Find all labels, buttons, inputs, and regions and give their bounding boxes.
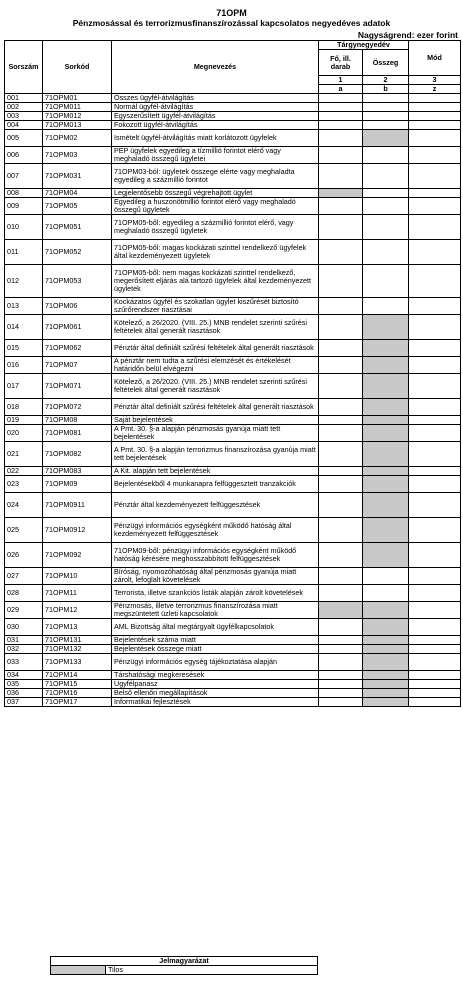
legend-item-label: Tilos — [106, 966, 318, 975]
row-code: 71OPM083 — [43, 467, 112, 476]
cell-mod[interactable] — [409, 568, 461, 585]
col-header-sorszam: Sorszám — [5, 41, 43, 94]
cell-osszeg[interactable] — [363, 265, 409, 298]
cell-darab[interactable] — [319, 698, 363, 707]
table-row — [5, 147, 461, 164]
cell-osszeg[interactable] — [363, 543, 409, 568]
table-row — [5, 399, 461, 416]
row-number: 010 — [5, 215, 43, 240]
col-letter-b: b — [363, 85, 409, 94]
table-row — [5, 374, 461, 399]
row-number: 012 — [5, 265, 43, 298]
cell-darab[interactable] — [319, 374, 363, 399]
table-row — [5, 215, 461, 240]
row-description: A Kit. alapján tett bejelentések — [112, 467, 319, 476]
cell-darab[interactable] — [319, 619, 363, 636]
cell-mod[interactable] — [409, 130, 461, 147]
row-code: 71OPM082 — [43, 442, 112, 467]
table-row — [5, 240, 461, 265]
table-row — [5, 442, 461, 467]
cell-mod[interactable] — [409, 416, 461, 425]
row-code: 71OPM071 — [43, 374, 112, 399]
cell-mod[interactable] — [409, 399, 461, 416]
col-header-darab: Fő, ill. darab — [319, 50, 363, 76]
cell-mod[interactable] — [409, 164, 461, 189]
cell-osszeg[interactable] — [363, 671, 409, 680]
row-description: 71OPM05-ből: magas kockázati szinttel rendelkező ügyfelek által kezdeményezett ügyletek — [112, 240, 319, 265]
row-code: 71OPM133 — [43, 654, 112, 671]
cell-darab[interactable] — [319, 585, 363, 602]
cell-osszeg[interactable] — [363, 619, 409, 636]
legend — [50, 956, 318, 975]
row-number: 011 — [5, 240, 43, 265]
row-code: 71OPM06 — [43, 298, 112, 315]
cell-darab[interactable] — [319, 164, 363, 189]
cell-mod[interactable] — [409, 147, 461, 164]
row-description: Fokozott ügyfél-átvilágítás — [112, 121, 319, 130]
cell-osszeg[interactable] — [363, 467, 409, 476]
row-number: 035 — [5, 680, 43, 689]
cell-mod[interactable] — [409, 619, 461, 636]
row-number: 028 — [5, 585, 43, 602]
cell-darab[interactable] — [319, 476, 363, 493]
cell-darab[interactable] — [319, 147, 363, 164]
col-number-1: 1 — [319, 76, 363, 85]
row-code: 71OPM07 — [43, 357, 112, 374]
row-description: Bejelentések száma miatt — [112, 636, 319, 645]
cell-darab[interactable] — [319, 680, 363, 689]
cell-darab[interactable] — [319, 399, 363, 416]
table-row — [5, 585, 461, 602]
row-description: Saját bejelentések — [112, 416, 319, 425]
cell-mod[interactable] — [409, 198, 461, 215]
cell-darab[interactable] — [319, 636, 363, 645]
cell-osszeg[interactable] — [363, 399, 409, 416]
report-code: 71OPM — [216, 8, 247, 18]
row-code: 71OPM012 — [43, 112, 112, 121]
row-code: 71OPM03 — [43, 147, 112, 164]
row-code: 71OPM17 — [43, 698, 112, 707]
cell-osszeg[interactable] — [363, 103, 409, 112]
table-row — [5, 654, 461, 671]
cell-darab[interactable] — [319, 130, 363, 147]
table-row — [5, 602, 461, 619]
col-number-2: 2 — [363, 76, 409, 85]
table-row — [5, 164, 461, 189]
row-number: 023 — [5, 476, 43, 493]
table-row — [5, 298, 461, 315]
cell-osszeg[interactable] — [363, 112, 409, 121]
cell-osszeg[interactable] — [363, 416, 409, 425]
cell-mod[interactable] — [409, 103, 461, 112]
cell-mod[interactable] — [409, 476, 461, 493]
row-number: 034 — [5, 671, 43, 680]
row-number: 036 — [5, 689, 43, 698]
row-code: 71OPM15 — [43, 680, 112, 689]
table-row — [5, 568, 461, 585]
row-code: 71OPM072 — [43, 399, 112, 416]
row-number: 026 — [5, 543, 43, 568]
table-row — [5, 189, 461, 198]
cell-osszeg[interactable] — [363, 476, 409, 493]
row-code: 71OPM062 — [43, 340, 112, 357]
cell-osszeg[interactable] — [363, 315, 409, 340]
row-description: Terrorista, illetve szankciós listák alapján zárolt követelések — [112, 585, 319, 602]
row-description: Pénztár által definiált szűrési feltételek által generált riasztások — [112, 340, 319, 357]
cell-darab[interactable] — [319, 645, 363, 654]
row-number: 003 — [5, 112, 43, 121]
cell-darab[interactable] — [319, 298, 363, 315]
cell-darab[interactable] — [319, 112, 363, 121]
cell-mod[interactable] — [409, 518, 461, 543]
cell-osszeg[interactable] — [363, 645, 409, 654]
cell-mod[interactable] — [409, 602, 461, 619]
table-row — [5, 493, 461, 518]
cell-darab[interactable] — [319, 543, 363, 568]
table-body — [5, 94, 461, 707]
cell-darab[interactable] — [319, 568, 363, 585]
cell-mod[interactable] — [409, 112, 461, 121]
cell-osszeg[interactable] — [363, 189, 409, 198]
row-description: A pénztár nem tudta a szűrési elemzését és értékelését határidőn belül elvégezni — [112, 357, 319, 374]
row-code: 71OPM051 — [43, 215, 112, 240]
cell-osszeg[interactable] — [363, 442, 409, 467]
row-code: 71OPM11 — [43, 585, 112, 602]
cell-darab[interactable] — [319, 103, 363, 112]
row-number: 019 — [5, 416, 43, 425]
row-description: AML Bizottság által megtárgyalt ügyfélkapcsolatok — [112, 619, 319, 636]
report-title: Pénzmosással és terrorizmusfinanszírozással kapcsolatos negyedéves adatok — [72, 18, 391, 28]
cell-mod[interactable] — [409, 121, 461, 130]
row-description: 71OPM03-ból: ügyletek összege elérte vagy meghaladta egyedileg a százmillió forintot — [112, 164, 319, 189]
row-code: 71OPM08 — [43, 416, 112, 425]
row-code: 71OPM01 — [43, 94, 112, 103]
cell-darab[interactable] — [319, 198, 363, 215]
row-number: 030 — [5, 619, 43, 636]
col-header-targynegyedev: Tárgynegyedév — [319, 41, 409, 50]
row-code: 71OPM09 — [43, 476, 112, 493]
row-number: 002 — [5, 103, 43, 112]
cell-mod[interactable] — [409, 315, 461, 340]
cell-osszeg[interactable] — [363, 215, 409, 240]
cell-osszeg[interactable] — [363, 340, 409, 357]
cell-darab[interactable] — [319, 121, 363, 130]
cell-mod[interactable] — [409, 215, 461, 240]
row-code: 71OPM14 — [43, 671, 112, 680]
cell-mod[interactable] — [409, 189, 461, 198]
cell-osszeg[interactable] — [363, 493, 409, 518]
cell-mod[interactable] — [409, 654, 461, 671]
cell-mod[interactable] — [409, 680, 461, 689]
cell-darab[interactable] — [319, 240, 363, 265]
cell-osszeg[interactable] — [363, 130, 409, 147]
cell-darab[interactable] — [319, 215, 363, 240]
row-description: Társhatósági megkeresések — [112, 671, 319, 680]
cell-mod[interactable] — [409, 298, 461, 315]
row-code: 71OPM0911 — [43, 493, 112, 518]
row-description: Ismételt ügyfél-átvilágítás miatt korlátozott ügyfelek — [112, 130, 319, 147]
cell-darab[interactable] — [319, 689, 363, 698]
row-description: PEP ügyfelek egyedileg a tízmillió forintot elérő vagy meghaladó összegű ügyletei — [112, 147, 319, 164]
table-row — [5, 198, 461, 215]
cell-darab[interactable] — [319, 654, 363, 671]
table-row — [5, 698, 461, 707]
table-row — [5, 340, 461, 357]
row-description: Pénzmosás, illetve terrorizmus finanszírozása miatt megszüntetett üzleti kapcsolatok — [112, 602, 319, 619]
table-row — [5, 636, 461, 645]
cell-osszeg[interactable] — [363, 198, 409, 215]
row-code: 71OPM10 — [43, 568, 112, 585]
cell-osszeg[interactable] — [363, 585, 409, 602]
row-number: 006 — [5, 147, 43, 164]
cell-mod[interactable] — [409, 94, 461, 103]
col-letter-z: z — [409, 85, 461, 94]
row-code: 71OPM16 — [43, 689, 112, 698]
cell-darab[interactable] — [319, 425, 363, 442]
cell-mod[interactable] — [409, 340, 461, 357]
table-row — [5, 518, 461, 543]
row-description: Egyszerűsített ügyfél-átvilágítás — [112, 112, 319, 121]
table-row — [5, 543, 461, 568]
row-description: Pénzügyi információs egységként működő hatóság által kezdeményezett felfüggesztések — [112, 518, 319, 543]
row-number: 027 — [5, 568, 43, 585]
cell-darab[interactable] — [319, 357, 363, 374]
row-number: 007 — [5, 164, 43, 189]
row-number: 008 — [5, 189, 43, 198]
row-number: 032 — [5, 645, 43, 654]
row-description: Összes ügyfél-átvilágítás — [112, 94, 319, 103]
cell-mod[interactable] — [409, 698, 461, 707]
cell-osszeg[interactable] — [363, 654, 409, 671]
table-row — [5, 680, 461, 689]
row-description: Egyedileg a huszonötmillió forintot elérő vagy meghaladó összegű ügyletek — [112, 198, 319, 215]
row-number: 033 — [5, 654, 43, 671]
cell-mod[interactable] — [409, 585, 461, 602]
row-number: 009 — [5, 198, 43, 215]
row-description: 71OPM05-ből: nem magas kockázati szinttel rendelkező, megerősített eljárás alá tartozó ügyfelek által kezdeményezett ügyletek — [112, 265, 319, 298]
row-description: Pénztár által kezdeményezett felfüggesztések — [112, 493, 319, 518]
row-code: 71OPM031 — [43, 164, 112, 189]
col-header-mod: Mód — [409, 41, 461, 76]
col-letter-a: a — [319, 85, 363, 94]
cell-osszeg[interactable] — [363, 518, 409, 543]
row-code: 71OPM052 — [43, 240, 112, 265]
cell-darab[interactable] — [319, 265, 363, 298]
row-description: 71OPM05-ből: egyedileg a százmillió forintot elérő, vagy meghaladó összegű ügyletek — [112, 215, 319, 240]
col-header-sorkod: Sorkód — [43, 41, 112, 94]
row-code: 71OPM053 — [43, 265, 112, 298]
legend-swatch — [51, 966, 106, 975]
row-description: Legjelentősebb összegű végrehajtott ügylet — [112, 189, 319, 198]
table-row — [5, 103, 461, 112]
row-number: 022 — [5, 467, 43, 476]
row-description: Kockázatos ügyfél és szokatlan ügylet kiszűrését biztosító szűrőrendszer riasztásai — [112, 298, 319, 315]
col-header-osszeg: Összeg — [363, 50, 409, 76]
row-number: 004 — [5, 121, 43, 130]
table-row — [5, 476, 461, 493]
legend-title: Jelmagyarázat — [51, 957, 318, 966]
cell-mod[interactable] — [409, 493, 461, 518]
cell-osszeg[interactable] — [363, 94, 409, 103]
row-description: Bejelentések összege miatt — [112, 645, 319, 654]
row-number: 001 — [5, 94, 43, 103]
cell-darab[interactable] — [319, 442, 363, 467]
row-description: A Pmt. 30. §-a alapján pénzmosás gyanúja miatt tett bejelentések — [112, 425, 319, 442]
cell-mod[interactable] — [409, 689, 461, 698]
cell-mod[interactable] — [409, 645, 461, 654]
row-code: 71OPM013 — [43, 121, 112, 130]
row-number: 020 — [5, 425, 43, 442]
cell-mod[interactable] — [409, 374, 461, 399]
cell-osszeg[interactable] — [363, 689, 409, 698]
cell-mod[interactable] — [409, 240, 461, 265]
cell-osszeg[interactable] — [363, 240, 409, 265]
table-row — [5, 357, 461, 374]
cell-mod[interactable] — [409, 467, 461, 476]
cell-darab[interactable] — [319, 315, 363, 340]
row-code: 71OPM02 — [43, 130, 112, 147]
cell-osszeg[interactable] — [363, 636, 409, 645]
cell-osszeg[interactable] — [363, 298, 409, 315]
row-number: 013 — [5, 298, 43, 315]
table-row — [5, 112, 461, 121]
table-row — [5, 265, 461, 298]
cell-osszeg[interactable] — [363, 121, 409, 130]
unit-label: Nagyságrend: ezer forint — [357, 30, 458, 40]
row-number: 037 — [5, 698, 43, 707]
row-code: 71OPM13 — [43, 619, 112, 636]
row-number: 018 — [5, 399, 43, 416]
row-description: Kötelező, a 26/2020. (VIII. 25.) MNB rendelet szerinti szűrési feltételek által generált riasztások — [112, 374, 319, 399]
table-row — [5, 130, 461, 147]
row-description: 71OPM09-ből: pénzügyi információs egységként működő hatóság kérésére meghosszabbított felfüggesztések — [112, 543, 319, 568]
cell-darab[interactable] — [319, 671, 363, 680]
row-description: Pénztár által definiált szűrési feltételek által generált riasztások — [112, 399, 319, 416]
row-number: 021 — [5, 442, 43, 467]
cell-osszeg[interactable] — [363, 602, 409, 619]
cell-darab[interactable] — [319, 189, 363, 198]
row-number: 029 — [5, 602, 43, 619]
table-row — [5, 467, 461, 476]
row-number: 017 — [5, 374, 43, 399]
cell-mod[interactable] — [409, 425, 461, 442]
cell-osszeg[interactable] — [363, 425, 409, 442]
table-row — [5, 425, 461, 442]
row-description: Pénzügyi információs egység tájékoztatása alapján — [112, 654, 319, 671]
row-code: 71OPM05 — [43, 198, 112, 215]
cell-darab[interactable] — [319, 467, 363, 476]
table-row — [5, 416, 461, 425]
table-row — [5, 689, 461, 698]
cell-darab[interactable] — [319, 340, 363, 357]
row-description: Normál ügyfél-átvilágítás — [112, 103, 319, 112]
row-number: 016 — [5, 357, 43, 374]
row-number: 005 — [5, 130, 43, 147]
row-number: 024 — [5, 493, 43, 518]
row-code: 71OPM011 — [43, 103, 112, 112]
row-code: 71OPM081 — [43, 425, 112, 442]
cell-darab[interactable] — [319, 94, 363, 103]
cell-osszeg[interactable] — [363, 147, 409, 164]
table-row — [5, 94, 461, 103]
row-number: 015 — [5, 340, 43, 357]
row-description: Informatikai fejlesztések — [112, 698, 319, 707]
cell-darab[interactable] — [319, 416, 363, 425]
cell-darab[interactable] — [319, 518, 363, 543]
cell-osszeg[interactable] — [363, 374, 409, 399]
table-row — [5, 315, 461, 340]
cell-darab[interactable] — [319, 493, 363, 518]
col-header-megnevezes: Megnevezés — [112, 41, 319, 94]
table-row — [5, 671, 461, 680]
row-number: 031 — [5, 636, 43, 645]
data-table — [4, 40, 461, 707]
cell-mod[interactable] — [409, 671, 461, 680]
cell-mod[interactable] — [409, 265, 461, 298]
row-code: 71OPM131 — [43, 636, 112, 645]
col-number-3: 3 — [409, 76, 461, 85]
row-code: 71OPM04 — [43, 189, 112, 198]
row-code: 71OPM0912 — [43, 518, 112, 543]
cell-mod[interactable] — [409, 357, 461, 374]
table-row — [5, 121, 461, 130]
cell-mod[interactable] — [409, 636, 461, 645]
row-code: 71OPM132 — [43, 645, 112, 654]
cell-mod[interactable] — [409, 442, 461, 467]
cell-osszeg[interactable] — [363, 164, 409, 189]
row-description: Kötelező, a 26/2020. (VIII. 25.) MNB rendelet szerinti szűrési feltételek által generált riasztások — [112, 315, 319, 340]
cell-mod[interactable] — [409, 543, 461, 568]
row-code: 71OPM061 — [43, 315, 112, 340]
row-number: 025 — [5, 518, 43, 543]
row-code: 71OPM092 — [43, 543, 112, 568]
row-code: 71OPM12 — [43, 602, 112, 619]
table-row — [5, 645, 461, 654]
cell-darab[interactable] — [319, 602, 363, 619]
row-number: 014 — [5, 315, 43, 340]
row-description: Belső ellenőri megállapítások — [112, 689, 319, 698]
row-description: Bíróság, nyomozóhatóság által pénzmosás gyanúja miatt zárolt, lefoglalt követelések — [112, 568, 319, 585]
row-description: A Pmt. 30. §-a alapján terrorizmus finanszírozása gyanúja miatt tett bejelentések — [112, 442, 319, 467]
cell-osszeg[interactable] — [363, 357, 409, 374]
row-description: Ügyfélpanasz — [112, 680, 319, 689]
table-row — [5, 619, 461, 636]
cell-osszeg[interactable] — [363, 680, 409, 689]
row-description: Bejelentésekből 4 munkanapra felfüggesztett tranzakciók — [112, 476, 319, 493]
cell-osszeg[interactable] — [363, 568, 409, 585]
cell-osszeg[interactable] — [363, 698, 409, 707]
